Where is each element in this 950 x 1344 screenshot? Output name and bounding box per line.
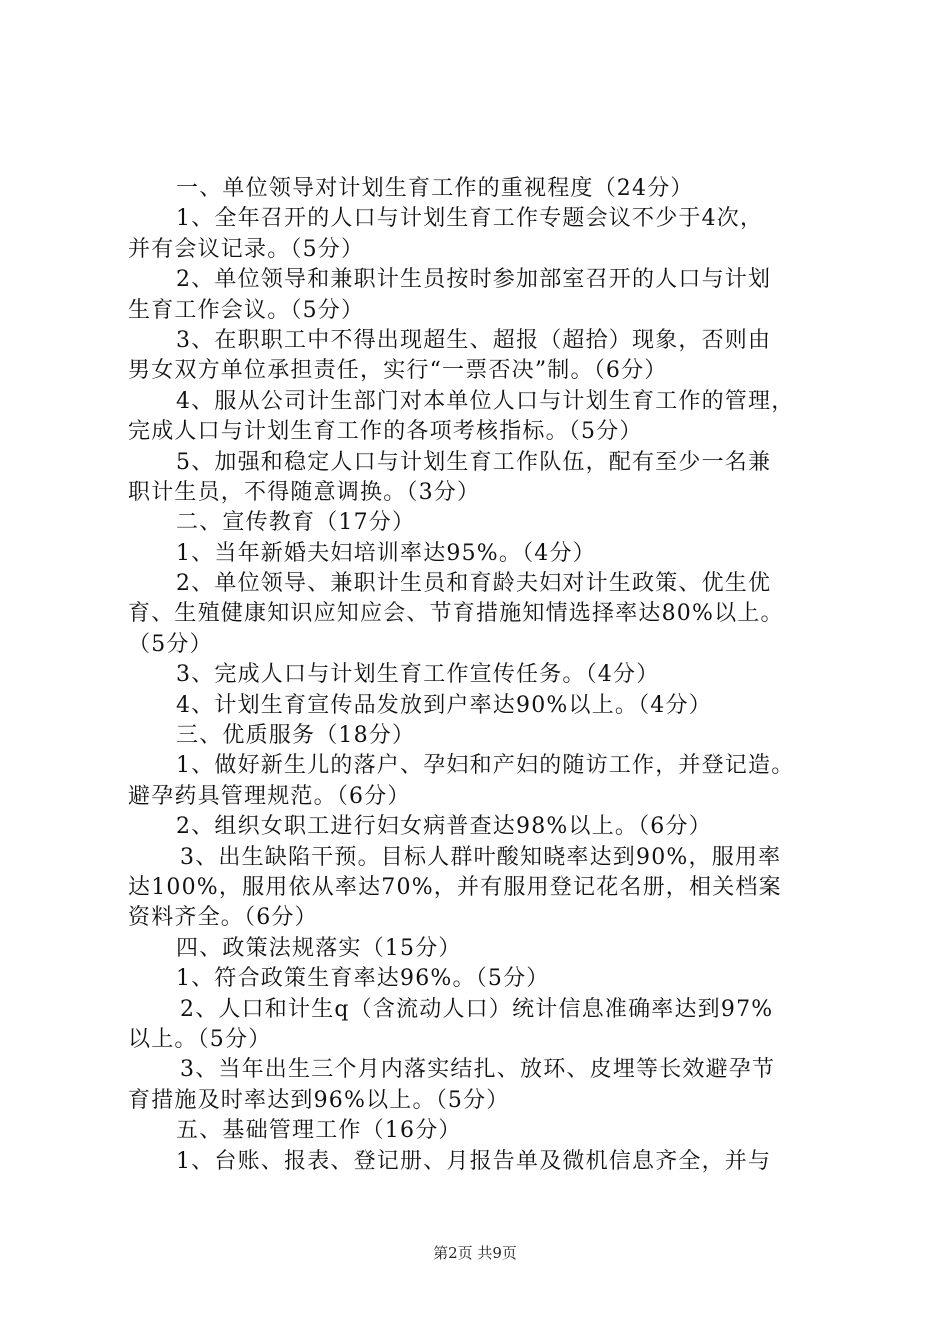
- paragraph-line: 达100%，服用依从率达70%，并有服用登记花名册，相关档案: [128, 874, 782, 900]
- paragraph-line: 2、单位领导和兼职计生员按时参加部室召开的人口与计划: [176, 267, 772, 293]
- paragraph-line: 育措施及时率达到96%以上。（5分）: [128, 1087, 510, 1113]
- section-heading-1: 一、单位领导对计划生育工作的重视程度（24分）: [176, 176, 694, 201]
- paragraph-line: 4、计划生育宣传品发放到户率达90%以上。（4分）: [176, 692, 712, 718]
- paragraph-line: 职计生员，不得随意调换。（3分）: [128, 479, 481, 505]
- paragraph-line: 1、全年召开的人口与计划生育工作专题会议不少于4次，: [176, 206, 764, 232]
- paragraph-line: 3、完成人口与计划生育工作宣传任务。（4分）: [176, 662, 660, 688]
- paragraph-line: （5分）: [128, 631, 213, 657]
- paragraph-line: 1、当年新婚夫妇培训率达95%。（4分）: [176, 540, 596, 566]
- document-body: [128, 174, 848, 1177]
- paragraph-line: 避孕药具管理规范。（6分）: [128, 783, 411, 809]
- paragraph-line: 1、台账、报表、登记册、月报告单及微机信息齐全，并与: [176, 1148, 772, 1174]
- section-heading-2: 二、宣传教育（17分）: [176, 510, 416, 536]
- paragraph-line: 资料齐全。（6分）: [128, 905, 318, 931]
- page-footer: 第2页 共9页: [433, 1244, 517, 1262]
- section-heading-5: 五、基础管理工作（16分）: [176, 1118, 462, 1144]
- paragraph-line: 2、人口和计生q（含流动人口）统计信息准确率达到97%: [180, 996, 774, 1022]
- paragraph-line: 育、生殖健康知识应知应会、节育措施知情选择率达80%以上。: [128, 601, 784, 627]
- paragraph-line: 1、符合政策生育率达96%。（5分）: [176, 966, 550, 992]
- section-heading-3: 三、优质服务（18分）: [176, 723, 416, 749]
- paragraph-line: 2、单位领导、兼职计生员和育龄夫妇对计生政策、优生优: [176, 571, 772, 597]
- paragraph-line: 1、做好新生儿的落户、孕妇和产妇的随访工作，并登记造。: [176, 753, 795, 779]
- paragraph-line: 4、服从公司计生部门对本单位人口与计划生育工作的管理，: [176, 388, 795, 414]
- paragraph-line: 以上。（5分）: [128, 1026, 272, 1052]
- paragraph-line: 3、在职职工中不得出现超生、超报（超拾）现象，否则由: [176, 327, 772, 353]
- paragraph-line: 男女双方单位承担责任，实行“一票否决”制。（6分）: [128, 358, 668, 384]
- paragraph-line: 3、出生缺陷干预。目标人群叶酸知晓率达到90%，服用率: [180, 844, 782, 870]
- section-heading-4: 四、政策法规落实（15分）: [176, 935, 462, 961]
- paragraph-line: 5、加强和稳定人口与计划生育工作队伍，配有至少一名兼: [176, 449, 772, 475]
- paragraph-line: 并有会议记录。（5分）: [128, 236, 365, 262]
- paragraph-line: 2、组织女职工进行妇女病普查达98%以上。（6分）: [176, 814, 712, 840]
- paragraph-line: 完成人口与计划生育工作的各项考核指标。（5分）: [128, 419, 643, 445]
- paragraph-line: 生育工作会议。（5分）: [128, 297, 365, 323]
- paragraph-line: 3、当年出生三个月内落实结扎、放环、皮埋等长效避孕节: [180, 1057, 776, 1083]
